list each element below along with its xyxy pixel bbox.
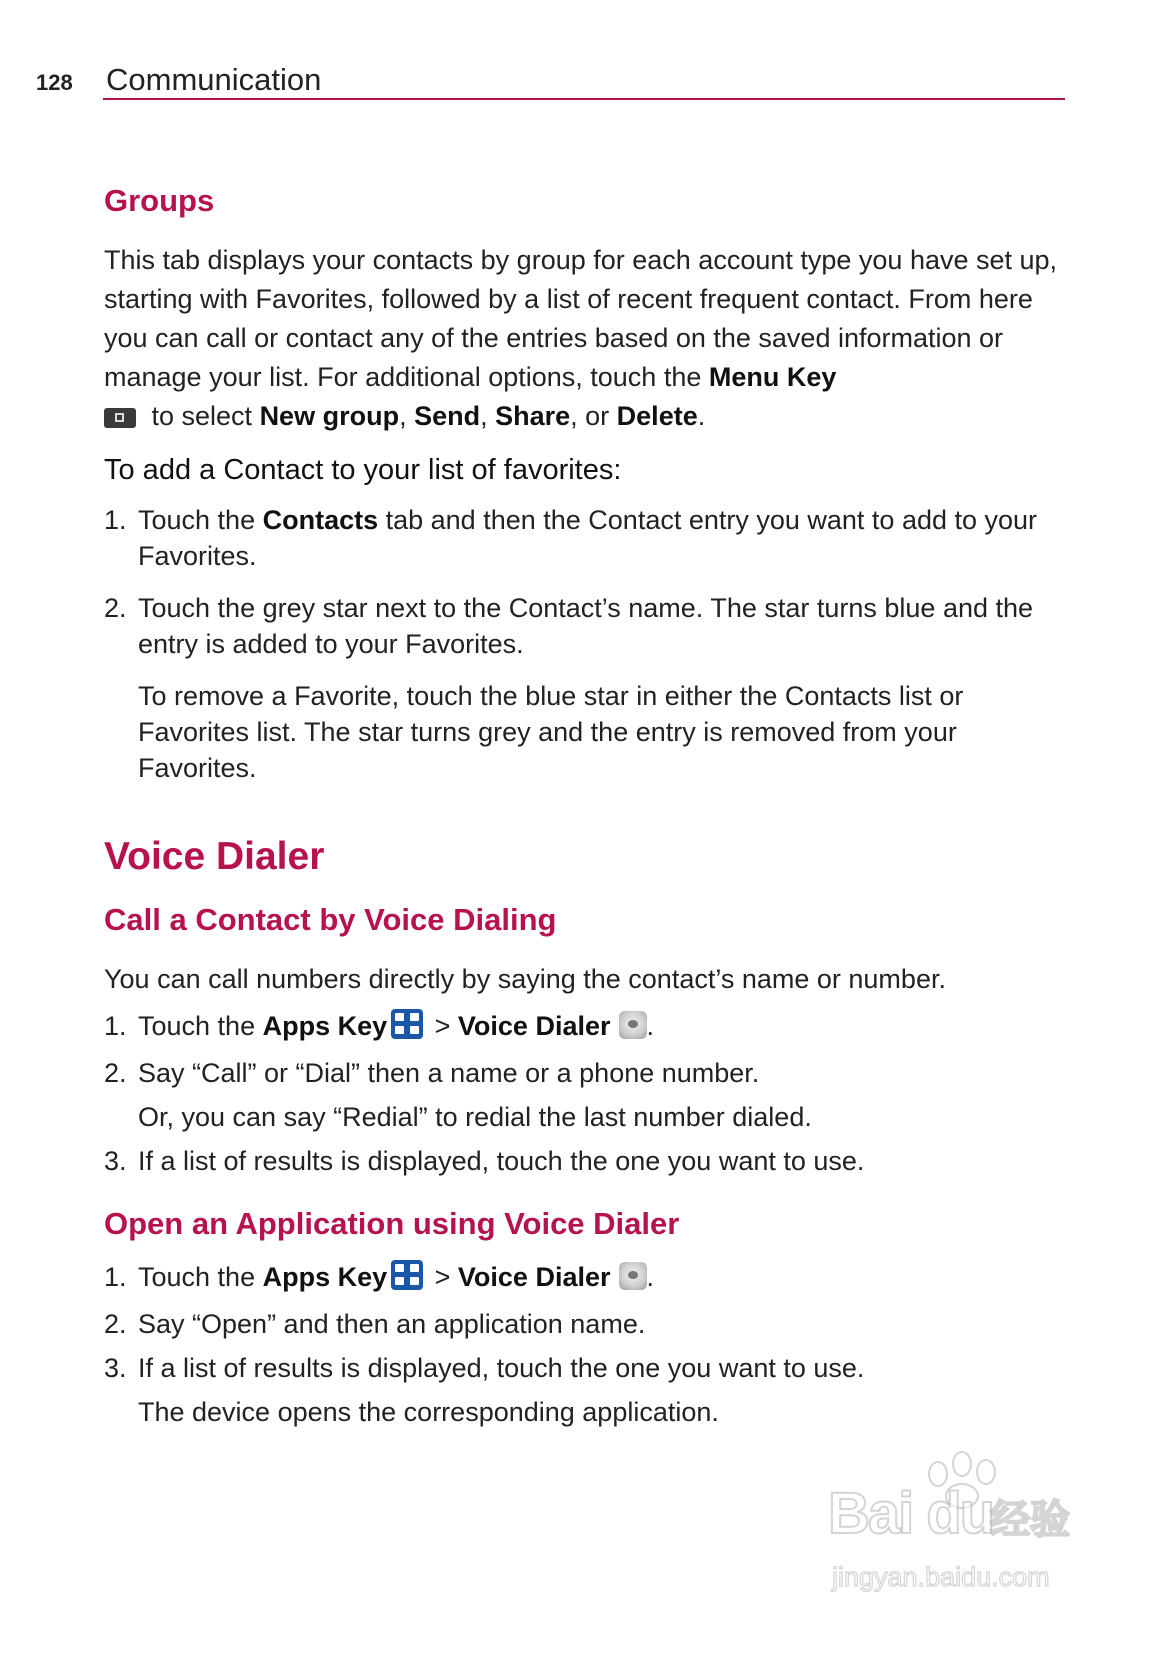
header-rule [103,98,1065,100]
call-intro: You can call numbers directly by saying the contact’s name or number. [104,963,946,994]
open-result-note: The device opens the corresponding application. [138,1397,719,1428]
new-group-label: New group [259,401,400,432]
delete-label: Delete [616,401,698,432]
call-steps-cont [104,1143,1074,1179]
list-item: 1. Touch the Apps Key > Voice Dialer . [104,1262,655,1293]
menu-key-icon [104,408,136,428]
page-content [104,182,1074,1438]
voice-dialer-icon [619,1262,647,1290]
page-number: 128 [36,70,73,95]
contacts-label: Contacts [262,504,379,535]
list-item: 1. Touch the Contacts tab and then the Contact entry you want to add to your Favorites. [104,504,1038,571]
apps-key-label: Apps Key [262,1262,388,1293]
list-item: 2. Touch the grey star next to the Contact’s name. The star turns blue and the entry is added to your Favorites. [104,592,1034,659]
apps-key-icon [391,1260,423,1290]
open-app-heading: Open an Application using Voice Dialer [104,1205,680,1241]
voice-dialer-heading: Voice Dialer [104,834,325,878]
list-item: 1. Touch the Apps Key > Voice Dialer . [104,1010,655,1041]
watermark-url: jingyan.baidu.com [832,1562,1050,1592]
menu-key-label: Menu Key [708,362,837,393]
list-item: 3. If a list of results is displayed, touch the one you want to use. [104,1145,865,1176]
share-label: Share [495,401,571,432]
list-item: 3. If a list of results is displayed, touch the one you want to use. [104,1353,865,1384]
list-item: 2. Say “Open” and then an application name. [104,1309,646,1340]
voice-dialer-label: Voice Dialer [457,1262,611,1293]
watermark [820,1450,1120,1620]
redial-note: Or, you can say “Redial” to redial the last number dialed. [138,1101,812,1132]
page-header [0,0,1152,110]
send-label: Send [414,401,481,432]
voice-dialer-label: Voice Dialer [457,1010,611,1041]
apps-key-icon [391,1009,423,1039]
favorites-task-heading: To add a Contact to your list of favorites: [104,454,622,487]
favorites-steps [104,502,1074,662]
remove-favorite-note: To remove a Favorite, touch the blue star in either the Contacts list or Favorites list. The star turns grey and the entry is removed from your Favorites. [138,680,964,783]
groups-heading: Groups [104,183,215,218]
call-steps [104,1005,1074,1091]
watermark-brand-cn: 经验 [990,1498,1070,1542]
watermark-brand: Bai du [828,1481,994,1546]
call-contact-heading: Call a Contact by Voice Dialing [104,901,557,937]
apps-key-label: Apps Key [262,1010,388,1041]
list-item: 2. Say “Call” or “Dial” then a name or a phone number. [104,1057,760,1088]
groups-body: This tab displays your contacts by group for each account type you have set up, starting with Favorites, followed by a list of recent frequent contact. From here you can call or contact any of the entries based on the saved information or manage your list. For additional options, touch the Menu Key to select New group, Send, Share, or Delete. [104,245,1058,432]
voice-dialer-icon [619,1011,647,1039]
open-steps [104,1256,1074,1386]
chapter-title: Communication [106,62,322,97]
